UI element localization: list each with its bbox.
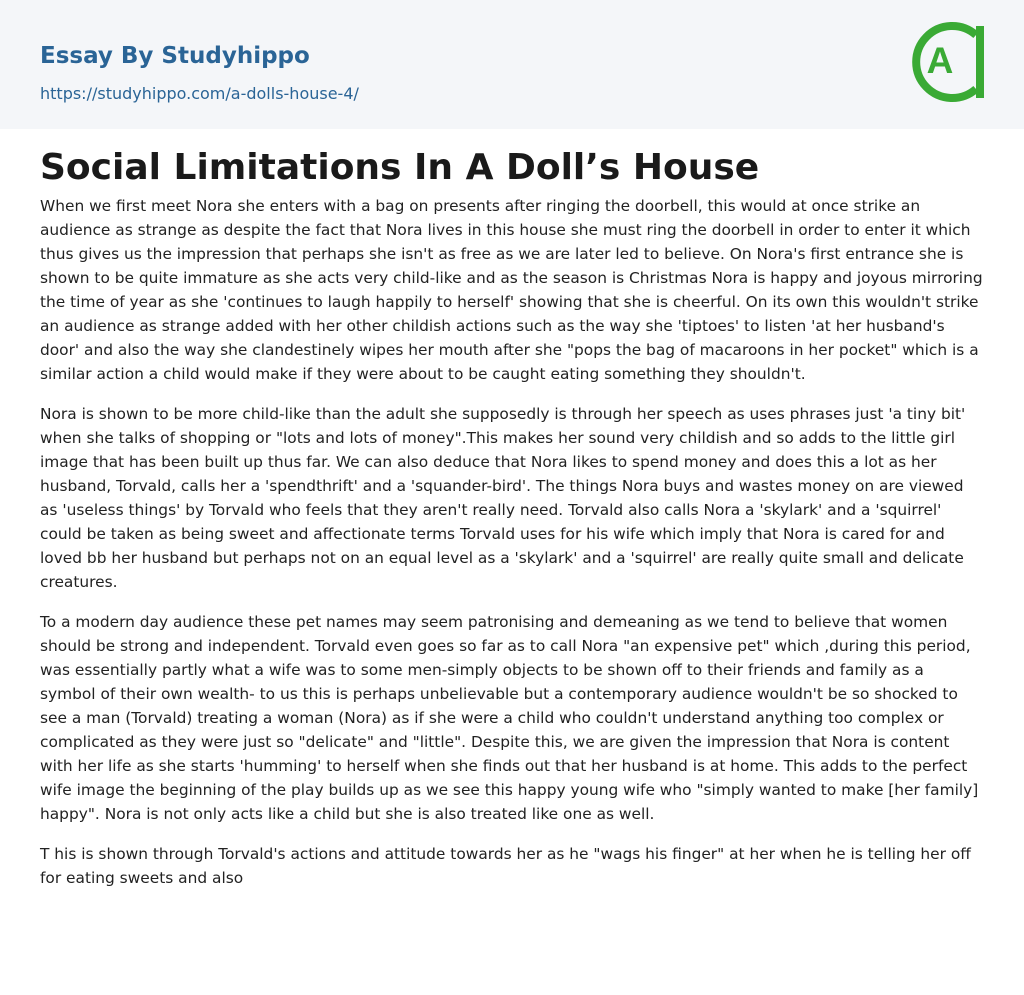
article-paragraph: Nora is shown to be more child-like than the adult she supposedly is through her speech as uses phrases just 'a tiny bit' when she talks of shopping or "lots and lots of money".This makes her sound very childish and so adds to the little girl image that has been built up thus far. We can also deduce that Nora likes to spend money and does this a lot as her husband, Torvald, calls her a 'spendthrift' and a 'squander-bird'. The things Nora buys and wastes money on are viewed as 'useless things' by Torvald who feels that they aren't really need. Torvald also calls Nora a 'skylark' and a 'squirrel' could be taken as being sweet and affectionate terms Torvald uses for his wife which imply that Nora is cared for and loved bb her husband but perhaps not on an equal level as a 'skylark' and a 'squirrel' are really quite small and delicate creatures. [40, 405, 966, 591]
essay-url-link[interactable]: https://studyhippo.com/a-dolls-house-4/ [40, 84, 359, 103]
logo-letter: A [926, 40, 954, 81]
site-brand[interactable]: Essay By Studyhippo [40, 43, 310, 69]
article-title: Social Limitations In A Doll’s House [40, 147, 760, 188]
article-paragraph: To a modern day audience these pet names may seem patronising and demeaning as we tend to believe that women should be strong and independent. Torvald even goes so far as to call Nora "an expensive pet" which ,during this period, was essentially partly what a wife was to some men-simply objects to be shown off to their friends and family as a symbol of their own wealth- to us this is perhaps unbelievable but a contemporary audience wouldn't be so shocked to see a man (Torvald) treating a woman (Nora) as if she were a child who couldn't understand anything too complex or complicated as they were just so "delicate" and "little". Despite this, we are given the impression that Nora is content with her life as she starts 'humming' to herself when she finds out that her husband is at home. This adds to the perfect wife image the beginning of the play builds up as we see this happy young wife who "simply wanted to make [her family] happy". Nora is not only acts like a child but she is also treated like one as well. [40, 613, 979, 823]
article-paragraph: T his is shown through Torvald's actions and attitude towards her as he "wags his finger" at her when he is telling her off for eating sweets and also [40, 845, 971, 887]
studyhippo-logo-icon[interactable] [910, 16, 990, 108]
article-paragraph: When we first meet Nora she enters with a bag on presents after ringing the doorbell, this would at once strike an audience as strange as despite the fact that Nora lives in this house she must ring the doorbell in order to enter it which thus gives us the impression that perhaps she isn't as free as we are later led to believe. On Nora's first entrance she is shown to be quite immature as she acts very child-like and as the season is Christmas Nora is happy and joyous mirroring the time of year as she 'continues to laugh happily to herself' showing that she is cheerful. On its own this wouldn't strike an audience as strange added with her other childish actions such as the way she 'tiptoes' to listen 'at her husband's door' and also the way she clandestinely wipes her mouth after she "pops the bag of macaroons in her pocket" which is a similar action a child would make if they were about to be caught eating something they shouldn't. [40, 197, 983, 383]
site-header [0, 0, 1024, 129]
article-body [40, 194, 984, 906]
